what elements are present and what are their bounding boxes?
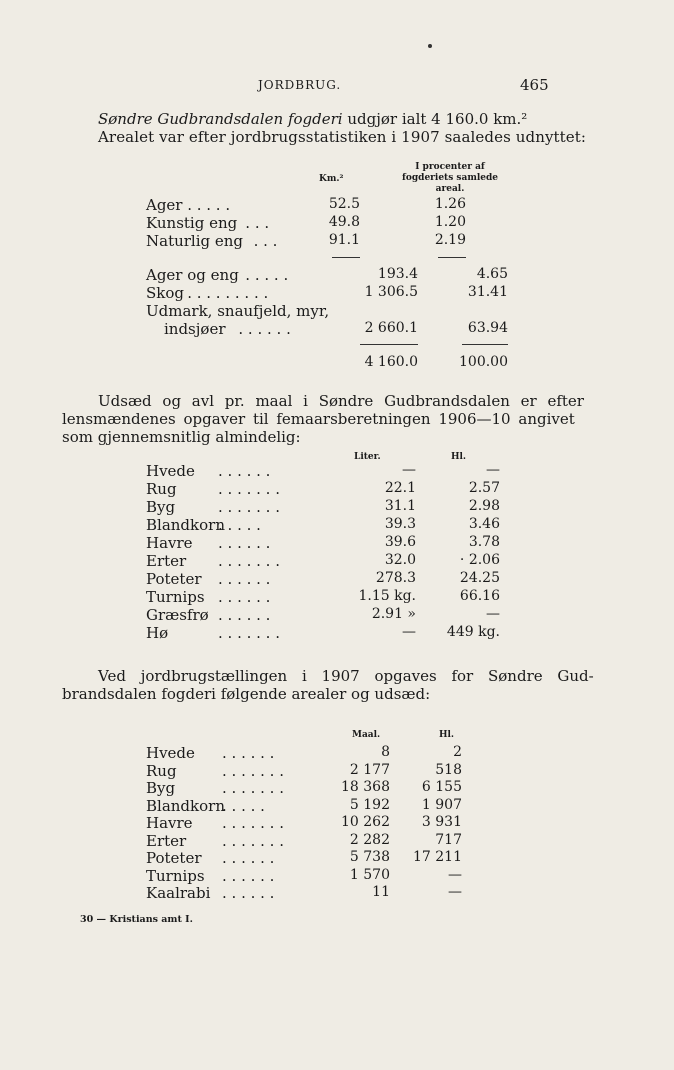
row-label: Turnips: [146, 866, 205, 885]
row-maal-value: 2 282: [349, 831, 390, 848]
row-label: Hvede: [146, 462, 195, 480]
row-liter-value: 1.15 kg.: [358, 588, 416, 604]
row-leader-dots: . . . . . . .: [222, 831, 284, 850]
subtotal-rule-pct: [438, 257, 466, 258]
row-leader-dots: . . . . . .: [218, 570, 271, 588]
row-label: Hvede: [146, 744, 195, 762]
row-liter-value: 31.1: [384, 498, 416, 514]
row-liter-value: 22.1: [384, 480, 416, 496]
row-hl-value: 518: [435, 761, 462, 778]
row-label: Poteter: [146, 570, 202, 588]
row-label: Kunstig eng: [146, 214, 238, 232]
row-label: Blandkorn: [146, 796, 225, 815]
row-pct-value: 1.26: [434, 196, 466, 212]
total-rule-km: [360, 344, 418, 345]
row-label: Turnips: [146, 588, 205, 606]
row-label: Kaalrabi: [146, 884, 211, 902]
total-pct-value: 100.00: [459, 354, 508, 370]
row-leader-dots: . . . . . .: [218, 606, 271, 624]
row-hl-value: —: [486, 462, 500, 478]
summary-label: Ager og eng: [146, 266, 239, 284]
row-leader-dots: . . . . . . .: [218, 480, 280, 498]
para2-line-3: som gjennemsnitlig almindelig:: [62, 428, 301, 446]
row-label: Erter: [146, 552, 187, 570]
row-leader-dots: . . . . . . .: [218, 498, 280, 516]
subtotal-rule-km: [332, 257, 360, 258]
para3-line-2: brandsdalen fogderi følgende arealer og udsæd:: [62, 685, 431, 703]
row-maal-value: 1 570: [349, 866, 390, 883]
total-km-value: 4 160.0: [364, 354, 418, 370]
row-leader-dots: . . .: [245, 214, 270, 232]
row-label: Rug: [146, 761, 177, 780]
row-leader-dots: . . . . . .: [218, 534, 271, 552]
para3-line-1: Ved jordbrugstællingen i 1907 opgaves for Søndre Gud-: [98, 667, 594, 685]
row-leader-dots: . . . . . . .: [222, 779, 284, 797]
row-hl-value: 3.46: [468, 516, 500, 532]
row-hl-value: 449 kg.: [446, 624, 500, 640]
row-hl-value: 24.25: [459, 570, 500, 586]
district-name: Søndre Gudbrandsdalen fogderi: [98, 110, 343, 128]
row-leader-dots: . . . . . .: [218, 462, 271, 480]
row-maal-value: 10 262: [341, 814, 390, 830]
row-hl-value: 6 155: [421, 779, 462, 795]
summary-label: Udmark, snaufjeld, myr,: [146, 302, 330, 320]
row-hl-value: —: [448, 884, 462, 900]
row-maal-value: 8: [381, 744, 390, 760]
row-label: Græsfrø: [146, 606, 209, 624]
row-maal-value: 5 738: [349, 849, 390, 865]
row-leader-dots: . . . . .: [222, 796, 265, 815]
row-label: Rug: [146, 480, 177, 498]
signature-footer: 30 — Kristians amt I.: [80, 914, 193, 925]
col-header-maal: Maal.: [352, 730, 381, 740]
summary-km-value: 193.4: [377, 266, 418, 282]
summary-pct-value: 31.41: [467, 284, 508, 300]
col-header-km: Km.²: [319, 174, 344, 184]
row-maal-value: 11: [372, 884, 390, 900]
row-km-value: 49.8: [328, 214, 360, 230]
para2-line-1: Udsæd og avl pr. maal i Søndre Gudbrandsdalen er efter: [98, 392, 584, 410]
row-hl-value: 2.57: [468, 480, 500, 496]
summary-km-value: 1 306.5: [364, 284, 418, 300]
para2-line-2: lensmændenes opgaver til femaarsberetningen 1906—10 angivet: [62, 410, 575, 428]
summary-leader-dots: . . . . .: [245, 266, 289, 284]
row-liter-value: —: [402, 462, 416, 478]
row-leader-dots: . . . . .: [187, 196, 231, 214]
row-leader-dots: . . . . . .: [222, 884, 275, 902]
row-hl-value: 3.78: [468, 534, 500, 550]
row-hl-value: 2.98: [468, 498, 500, 514]
row-km-value: 91.1: [328, 232, 360, 248]
col-header-liter: Liter.: [354, 452, 381, 462]
row-hl-value: —: [486, 606, 500, 622]
row-leader-dots: . . . . . .: [222, 866, 275, 885]
row-pct-value: 1.20: [434, 214, 466, 230]
row-maal-value: 2 177: [349, 761, 390, 778]
row-km-value: 52.5: [328, 196, 360, 212]
intro-line-2: Arealet var efter jordbrugsstatistiken i 1907 saaledes udnyttet:: [98, 128, 587, 146]
intro-line-1-rest: udgjør ialt 4 160.0 km.²: [342, 110, 528, 128]
row-leader-dots: . . .: [253, 232, 278, 250]
row-leader-dots: . . . . .: [218, 516, 261, 534]
summary-label: indsjøer: [164, 320, 226, 338]
col-header-hl-2: Hl.: [451, 452, 467, 462]
row-pct-value: 2.19: [434, 232, 466, 248]
row-leader-dots: . . . . . . .: [222, 761, 284, 780]
row-liter-value: 32.0: [384, 552, 416, 568]
summary-pct-value: 4.65: [476, 266, 508, 282]
row-label: Havre: [146, 534, 193, 552]
running-header: JORDBRUG.: [258, 78, 342, 92]
row-hl-value: 3 931: [421, 814, 462, 830]
row-hl-value: —: [448, 866, 462, 883]
row-hl-value: 717: [435, 831, 462, 848]
col-header-pct-2: fogderiets samlede: [401, 173, 499, 183]
row-leader-dots: . . . . . . .: [222, 814, 284, 832]
row-label: Naturlig eng: [146, 232, 244, 250]
row-leader-dots: . . . . . .: [222, 849, 275, 867]
row-liter-value: 2.91 »: [371, 606, 416, 622]
summary-pct-value: 63.94: [467, 320, 508, 336]
summary-km-value: 2 660.1: [364, 320, 418, 336]
row-leader-dots: . . . . . .: [222, 744, 275, 762]
col-header-hl-3: Hl.: [439, 730, 455, 740]
row-hl-value: 17 211: [413, 849, 462, 865]
row-label: Poteter: [146, 849, 202, 867]
row-label: Hø: [146, 624, 169, 642]
row-label: Byg: [146, 498, 176, 516]
row-liter-value: 39.3: [384, 516, 416, 532]
summary-label: Skog: [146, 284, 184, 302]
row-hl-value: 2: [453, 744, 462, 760]
col-header-pct-1: I procenter af: [415, 162, 485, 172]
summary-leader-dots: . . . . . .: [238, 320, 291, 338]
row-label: Blandkorn: [146, 516, 225, 534]
row-liter-value: —: [402, 624, 416, 640]
summary-leader-dots: . . . . . . . . .: [187, 284, 269, 302]
row-maal-value: 18 368: [341, 779, 390, 795]
row-hl-value: 66.16: [459, 588, 500, 604]
page-number: 465: [520, 76, 549, 94]
col-header-pct-3: areal.: [435, 184, 465, 194]
total-rule-pct: [462, 344, 508, 345]
row-leader-dots: . . . . . . .: [218, 624, 280, 642]
row-hl-value: · 2.06: [459, 552, 500, 568]
print-mark: [428, 44, 432, 48]
row-label: Byg: [146, 779, 176, 797]
intro-line-1: [98, 110, 527, 128]
row-label: Erter: [146, 831, 187, 850]
row-maal-value: 5 192: [349, 796, 390, 813]
row-leader-dots: . . . . . .: [218, 588, 271, 606]
row-label: Havre: [146, 814, 193, 832]
row-leader-dots: . . . . . . .: [218, 552, 280, 570]
row-liter-value: 278.3: [375, 570, 416, 586]
row-hl-value: 1 907: [421, 796, 462, 813]
row-liter-value: 39.6: [384, 534, 416, 550]
row-label: Ager: [146, 196, 183, 214]
